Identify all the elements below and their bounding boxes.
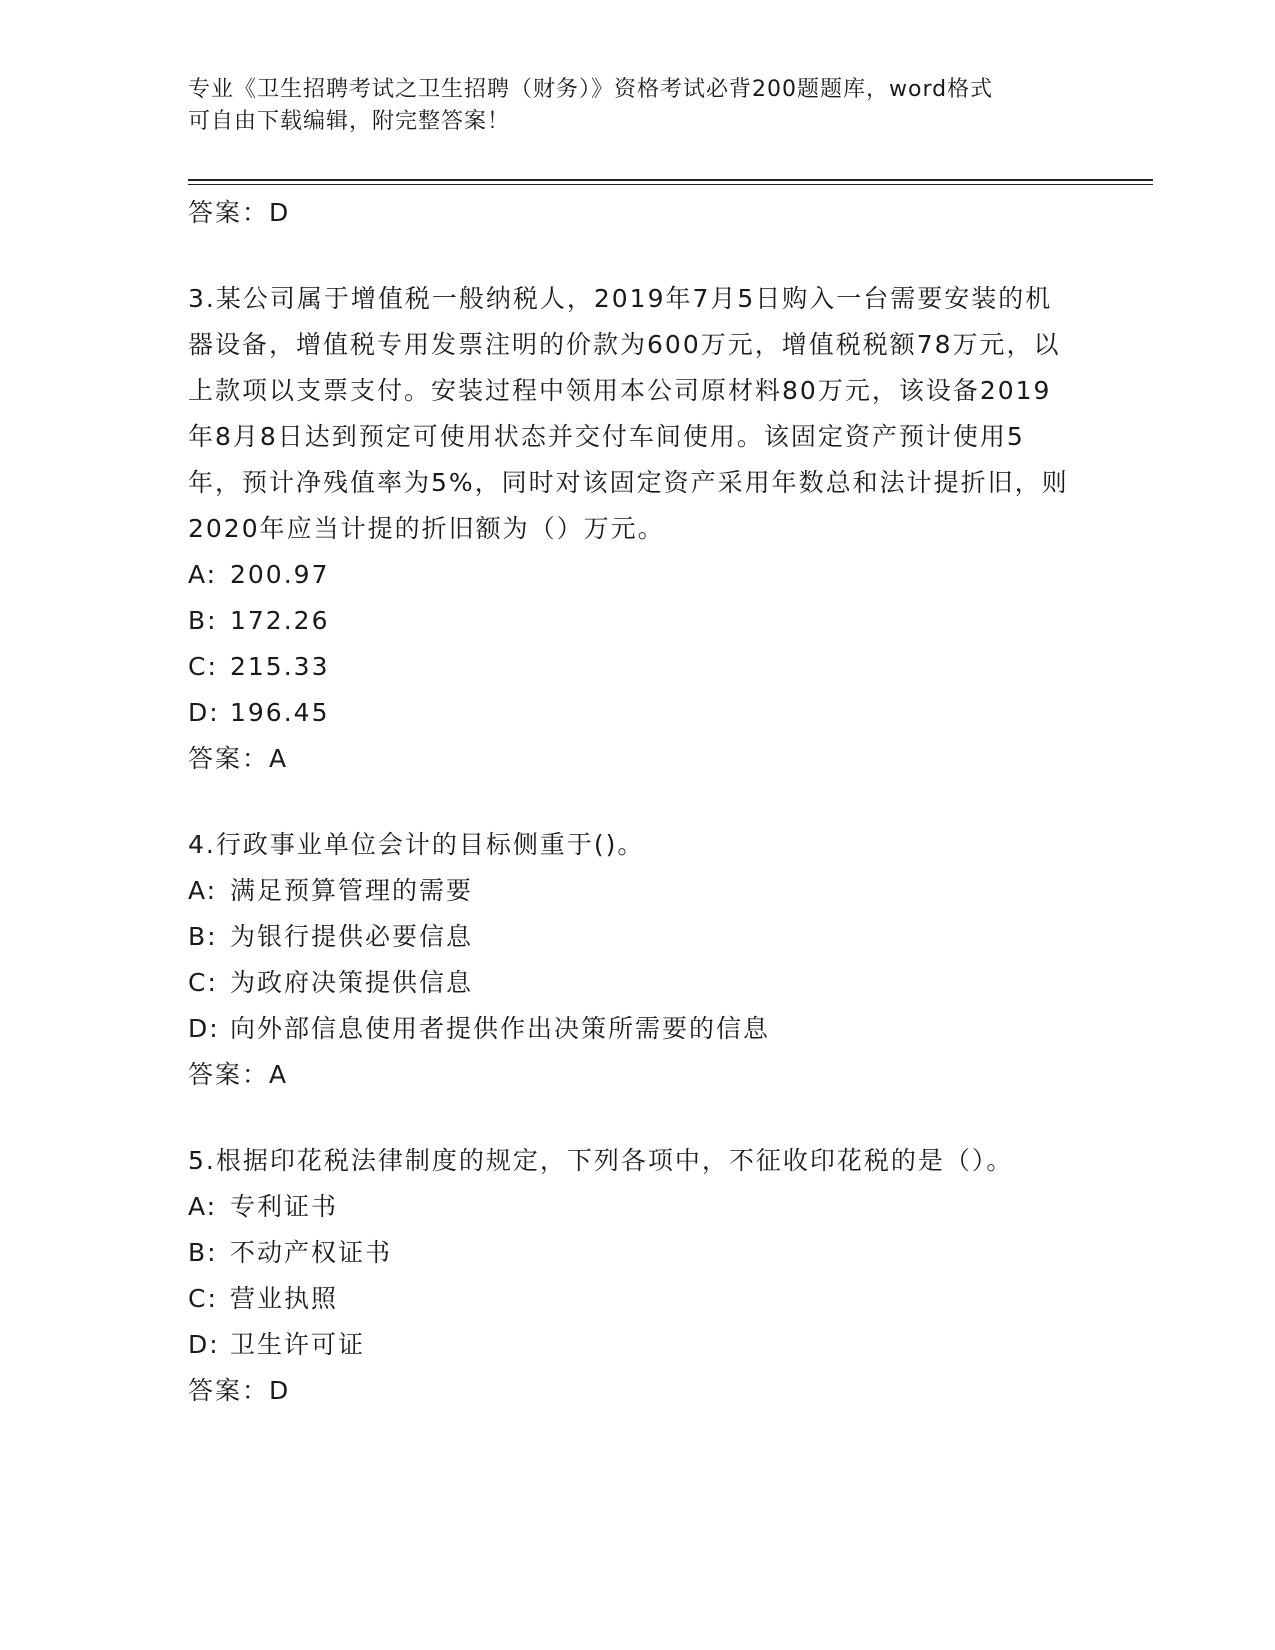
option-b bbox=[188, 598, 1088, 644]
header-divider-thick bbox=[188, 179, 1153, 181]
question-answer: 答案：D bbox=[188, 1376, 291, 1405]
header-title-line-1: 专业《卫生招聘考试之卫生招聘（财务）》资格考试必背200题题库，word格式 bbox=[188, 77, 994, 102]
option-c bbox=[188, 644, 1088, 690]
option-d bbox=[188, 1006, 1088, 1052]
question-5 bbox=[188, 1138, 1088, 1414]
option-b bbox=[188, 914, 1088, 960]
option-letter: C: bbox=[188, 1284, 218, 1313]
document-header bbox=[188, 74, 1068, 138]
question-stem: 4.行政事业单位会计的目标侧重于()。 bbox=[188, 830, 645, 859]
option-letter: C: bbox=[188, 652, 218, 681]
question-stem: 5.根据印花税法律制度的规定，下列各项中，不征收印花税的是（）。 bbox=[188, 1146, 1014, 1175]
option-d bbox=[188, 690, 1088, 736]
option-text: 向外部信息使用者提供作出决策所需要的信息 bbox=[230, 1014, 771, 1043]
option-text: 不动产权证书 bbox=[230, 1238, 393, 1267]
header-divider-thin bbox=[188, 184, 1153, 185]
option-letter: B: bbox=[188, 606, 218, 635]
option-letter: D: bbox=[188, 698, 220, 727]
option-letter: D: bbox=[188, 1330, 220, 1359]
option-letter: A: bbox=[188, 876, 218, 905]
question-answer: 答案：A bbox=[188, 744, 289, 773]
header-title-line-2: 可自由下载编辑，附完整答案！ bbox=[188, 109, 511, 134]
option-letter: A: bbox=[188, 1192, 218, 1221]
option-text: 200.97 bbox=[230, 560, 330, 589]
option-text: 196.45 bbox=[230, 698, 330, 727]
question-3 bbox=[188, 276, 1088, 782]
option-text: 172.26 bbox=[230, 606, 330, 635]
option-a bbox=[188, 552, 1088, 598]
option-c bbox=[188, 1276, 1088, 1322]
option-text: 专利证书 bbox=[230, 1192, 339, 1221]
option-d bbox=[188, 1322, 1088, 1368]
option-text: 215.33 bbox=[230, 652, 330, 681]
question-stem: 3.某公司属于增值税一般纳税人，2019年7月5日购入一台需要安装的机器设备，增值税专用发票注明的价款为600万元，增值税税额78万元，以上款项以支票支付。安装过程中领用本公司原材料80万元，该设备2019年8月8日达到预定可使用状态并交付车间使用。该固定资产预计使用5年，预计净残值率为5%，同时对该固定资产采用年数总和法计提折旧，则2020年应当计提的折旧额为（）万元。 bbox=[188, 284, 1069, 543]
option-c bbox=[188, 960, 1088, 1006]
option-a bbox=[188, 1184, 1088, 1230]
option-text: 为银行提供必要信息 bbox=[230, 922, 474, 951]
option-a bbox=[188, 868, 1088, 914]
option-b bbox=[188, 1230, 1088, 1276]
option-text: 为政府决策提供信息 bbox=[230, 968, 474, 997]
option-text: 卫生许可证 bbox=[230, 1330, 366, 1359]
option-letter: B: bbox=[188, 922, 218, 951]
option-text: 满足预算管理的需要 bbox=[230, 876, 474, 905]
question-4 bbox=[188, 822, 1088, 1098]
question-answer: 答案：A bbox=[188, 1060, 289, 1089]
question-list bbox=[188, 190, 1088, 1414]
previous-answer: 答案：D bbox=[188, 198, 291, 227]
option-text: 营业执照 bbox=[230, 1284, 339, 1313]
option-letter: C: bbox=[188, 968, 218, 997]
option-letter: B: bbox=[188, 1238, 218, 1267]
option-letter: D: bbox=[188, 1014, 220, 1043]
option-letter: A: bbox=[188, 560, 218, 589]
